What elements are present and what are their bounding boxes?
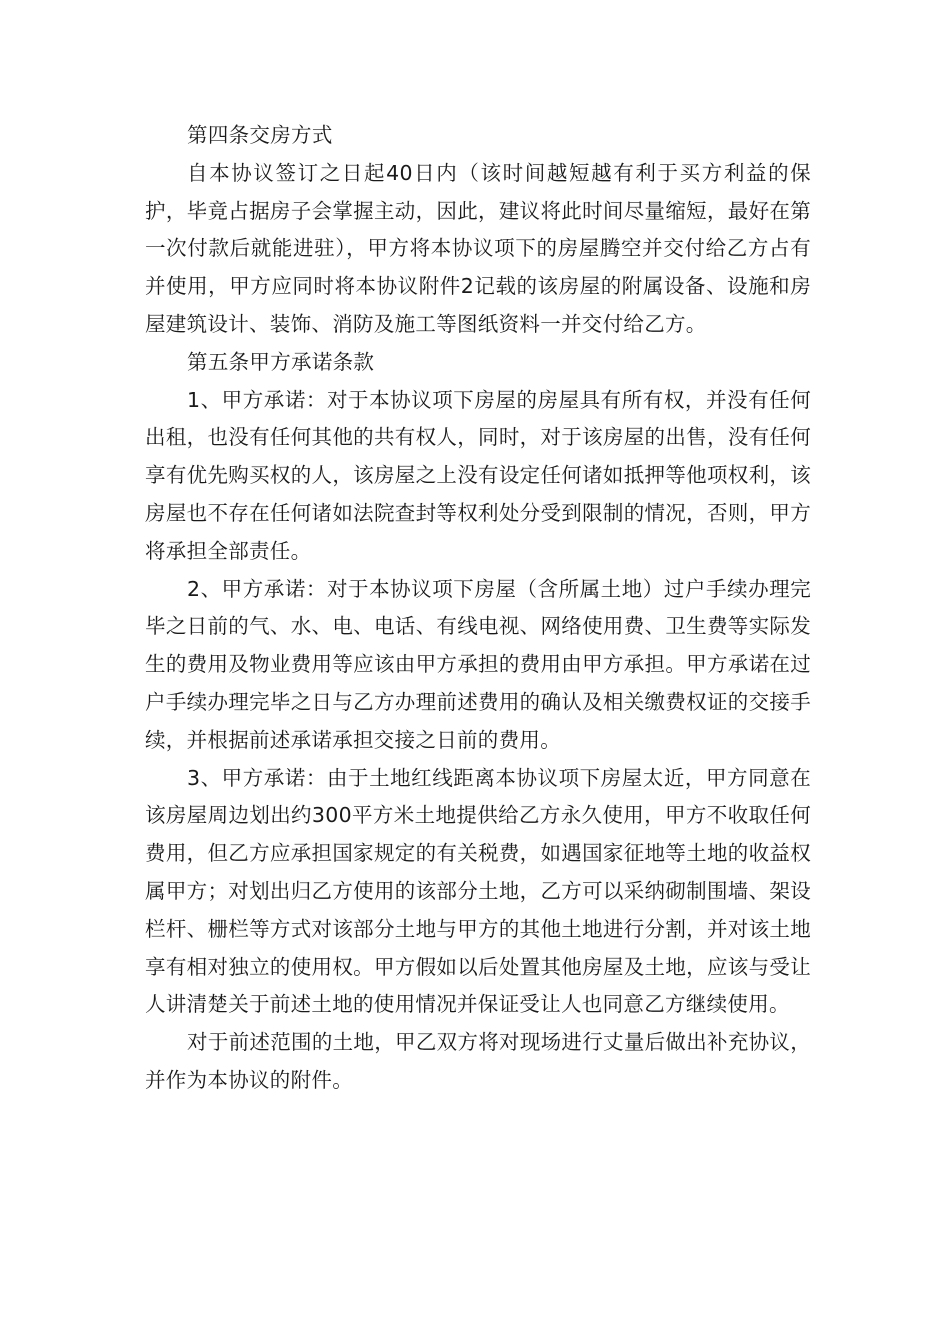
- section-heading-article-4: 第四条交房方式: [187, 123, 333, 147]
- paragraph-supplementary-agreement: 对于前述范围的土地，甲乙双方将对现场进行丈量后做出补充协议，并作为本协议的附件。: [145, 1030, 812, 1092]
- paragraph-delivery-terms: 自本协议签订之日起40日内（该时间越短越有利于买方利益的保护，毕竟占据房子会掌握主动，因此，建议将此时间尽量缩短，最好在第一次付款后就能进驻），甲方将本协议项下的房屋腾空并交付给乙方占有并使用，甲方应同时将本协议附件2记载的该房屋的附属设备、设施和房屋建筑设计、装饰、消防及施工等图纸资料一并交付给乙方。: [145, 160, 811, 336]
- paragraph-promise-3: 3、甲方承诺：由于土地红线距离本协议项下房屋太近，甲方同意在该房屋周边划出约300平方米土地提供给乙方永久使用，甲方不收取任何费用，但乙方应承担国家规定的有关税费，如遇国家征地等土地的收益权属甲方；对划出归乙方使用的该部分土地，乙方可以采纳砌制围墙、架设栏杆、栅栏等方式对该部分土地与甲方的其他土地进行分割，并对该土地享有相对独立的使用权。甲方假如以后处置其他房屋及土地，应该与受让人讲清楚关于前述土地的使用情况并保证受让人也同意乙方继续使用。: [145, 765, 811, 1017]
- section-heading-article-5: 第五条甲方承诺条款: [187, 349, 375, 374]
- paragraph-promise-1: 1、甲方承诺：对于本协议项下房屋的房屋具有所有权，并没有任何出租，也没有任何其他的共有权人，同时，对于该房屋的出售，没有任何享有优先购买权的人，该房屋之上没有设定任何诸如抵押等他项权利，该房屋也不存在任何诸如法院查封等权利处分受到限制的情况，否则，甲方将承担全部责任。: [145, 387, 811, 563]
- document-body: [145, 117, 811, 1100]
- paragraph-promise-2: 2、甲方承诺：对于本协议项下房屋（含所属土地）过户手续办理完毕之日前的气、水、电、电话、有线电视、网络使用费、卫生费等实际发生的费用及物业费用等应该由甲方承担的费用由甲方承担。甲方承诺在过户手续办理完毕之日与乙方办理前述费用的确认及相关缴费权证的交接手续，并根据前述承诺承担交接之日前的费用。: [145, 576, 811, 752]
